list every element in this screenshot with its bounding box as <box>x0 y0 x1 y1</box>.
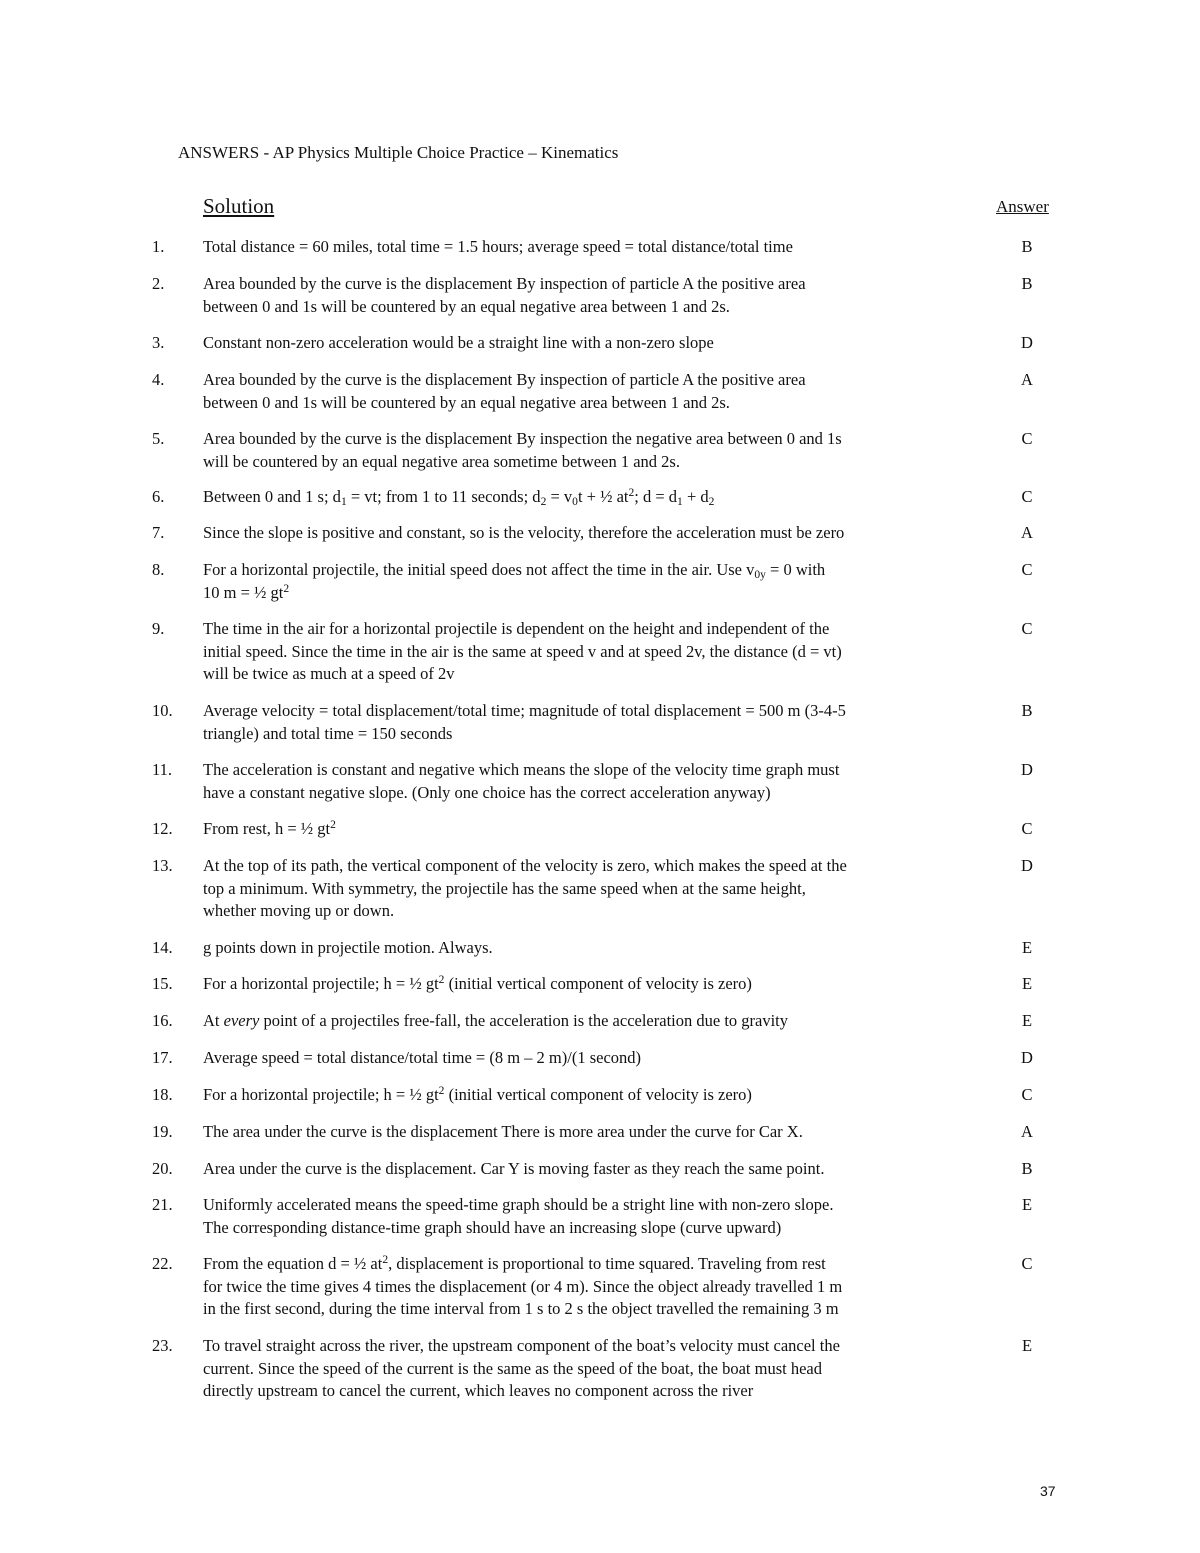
solution-line: g points down in projectile motion. Always. <box>203 938 493 957</box>
solution-line: in the first second, during the time interval from 1 s to 2 s the object travelled the remaining 3 m <box>203 1299 839 1318</box>
page-number: 37 <box>1040 1483 1056 1499</box>
question-number: 3. <box>152 333 165 352</box>
question-number: 5. <box>152 429 165 448</box>
solution-line: Since the slope is positive and constant, so is the velocity, therefore the acceleration must be zero <box>203 523 845 542</box>
solution-line: At the top of its path, the vertical component of the velocity is zero, which makes the speed at the <box>203 856 847 875</box>
solution-line: Average speed = total distance/total time = (8 m – 2 m)/(1 second) <box>203 1048 642 1067</box>
question-number: 12. <box>152 819 173 838</box>
solution-line: 10 m = ½ $gt^2$ <box>203 582 290 602</box>
question-number: 4. <box>152 370 165 389</box>
solution-text <box>203 559 993 604</box>
solution-line: From the equation d = ½ $at^2$, displacement is proportional to time squared. Traveling from rest <box>203 1254 826 1273</box>
solution-line: For a horizontal projectile; h = ½ $gt^2$ (initial vertical component of velocity is zero) <box>203 974 752 993</box>
solution-line: To travel straight across the river, the upstream component of the boat’s velocity must cancel the <box>203 1336 840 1355</box>
solution-line: for twice the time gives 4 times the displacement (or 4 m). Since the object already travelled 1 m <box>203 1276 843 1296</box>
answer-letter: B <box>1021 237 1033 256</box>
page-title: ANSWERS - AP Physics Multiple Choice Practice – Kinematics <box>178 143 619 162</box>
solution-text <box>203 973 993 996</box>
solution-text <box>203 236 993 259</box>
solution-line: The time in the air for a horizontal projectile is dependent on the height and independent of the <box>203 619 830 638</box>
solution-line: Area bounded by the curve is the displacement By inspection the negative area between 0 and 1s <box>203 429 842 448</box>
question-number: 2. <box>152 274 165 293</box>
solution-text <box>203 759 993 804</box>
answer-letter: D <box>1021 760 1033 779</box>
question-number: 23. <box>152 1336 173 1355</box>
answer-letter: E <box>1021 974 1033 993</box>
question-number: 6. <box>152 487 165 506</box>
solution-line: Between 0 and 1 s; $d_1$ = vt; from 1 to 11 seconds; $d_2 = v_0t$ + ½ $at^2$; $d = d_1 + d_2$ <box>203 487 715 508</box>
solution-line: For a horizontal projectile; h = ½ $gt^2$ (initial vertical component of velocity is zero) <box>203 1085 752 1104</box>
solution-line: Uniformly accelerated means the speed-time graph should be a stright line with non-zero slope. <box>203 1195 834 1214</box>
solution-line: triangle) and total time = 150 seconds <box>203 723 453 743</box>
solution-column-header: Solution <box>203 194 275 218</box>
solution-line: For a horizontal projectile, the initial speed does not affect the time in the air. Use $v_{0y} = 0$ with <box>203 560 826 581</box>
solution-line: directly upstream to cancel the current, which leaves no component across the river <box>203 1381 754 1400</box>
solution-text <box>203 1194 993 1239</box>
answer-letter: D <box>1021 333 1033 352</box>
question-number: 16. <box>152 1011 173 1030</box>
solution-line: From rest, h = ½ $gt^2$ <box>203 819 336 838</box>
solution-text <box>203 332 993 355</box>
solution-line: Average velocity = total displacement/total time; magnitude of total displacement = 500 m (3-4-5 <box>203 701 846 720</box>
answer-letter: C <box>1021 560 1033 579</box>
answer-letter: C <box>1021 1085 1033 1104</box>
solution-line: whether moving up or down. <box>203 901 395 920</box>
answer-letter: A <box>1021 1122 1033 1141</box>
question-number: 8. <box>152 560 165 579</box>
question-number: 15. <box>152 974 173 993</box>
answer-letter: A <box>1021 523 1033 542</box>
solution-text <box>203 1084 993 1107</box>
solution-line: The area under the curve is the displacement There is more area under the curve for Car X. <box>203 1122 803 1141</box>
solution-line: Area bounded by the curve is the displacement By inspection of particle A the positive area <box>203 274 806 293</box>
solution-text <box>203 818 993 841</box>
answer-letter: A <box>1021 370 1033 389</box>
solution-line: At every point of a projectiles free-fall, the acceleration is the acceleration due to gravity <box>203 1011 789 1030</box>
solution-text <box>203 486 993 509</box>
answer-letter: B <box>1021 274 1033 293</box>
solution-text <box>203 1253 993 1321</box>
question-number: 20. <box>152 1159 173 1178</box>
answer-letter: E <box>1021 1336 1033 1355</box>
solution-line: will be countered by an equal negative area sometime between 1 and 2s. <box>203 451 680 471</box>
solution-line: The acceleration is constant and negative which means the slope of the velocity time graph must <box>203 760 840 779</box>
solution-text <box>203 937 993 960</box>
solution-line: have a constant negative slope. (Only one choice has the correct acceleration anyway) <box>203 782 771 802</box>
answer-letter: B <box>1021 1159 1033 1178</box>
solution-line: Area bounded by the curve is the displacement By inspection of particle A the positive area <box>203 370 806 389</box>
solution-text <box>203 273 993 318</box>
solution-line: between 0 and 1s will be countered by an equal negative area between 1 and 2s. <box>203 296 730 316</box>
solution-text <box>203 428 993 473</box>
question-number: 9. <box>152 619 165 638</box>
solution-line: initial speed. Since the time in the air is the same at speed v and at speed 2v, the distance (d = vt) <box>203 641 842 661</box>
solution-text <box>203 855 993 923</box>
solution-line: The corresponding distance-time graph should have an increasing slope (curve upward) <box>203 1217 782 1237</box>
question-number: 7. <box>152 523 165 542</box>
solution-text <box>203 1158 993 1181</box>
question-number: 1. <box>152 237 165 256</box>
solution-text <box>203 1047 993 1070</box>
solution-text <box>203 1335 993 1403</box>
question-number: 13. <box>152 856 173 875</box>
question-number: 14. <box>152 938 173 957</box>
answer-letter: B <box>1021 701 1033 720</box>
solution-text <box>203 700 993 745</box>
answer-letter: D <box>1021 856 1033 875</box>
answer-letter: C <box>1021 487 1033 506</box>
solution-text <box>203 1121 993 1144</box>
answer-letter: E <box>1021 938 1033 957</box>
answer-letter: D <box>1021 1048 1033 1067</box>
solution-line: between 0 and 1s will be countered by an equal negative area between 1 and 2s. <box>203 392 730 412</box>
solution-line: Area under the curve is the displacement. Car Y is moving faster as they reach the same point. <box>203 1159 825 1178</box>
solution-text <box>203 369 993 414</box>
answer-letter: E <box>1021 1011 1033 1030</box>
answer-column-header: Answer <box>996 197 1049 216</box>
solution-text <box>203 1010 993 1033</box>
question-number: 18. <box>152 1085 173 1104</box>
solution-text <box>203 618 993 686</box>
solution-line: current. Since the speed of the current is the same as the speed of the boat, the boat must head <box>203 1358 822 1378</box>
question-number: 17. <box>152 1048 173 1067</box>
question-number: 21. <box>152 1195 173 1214</box>
question-number: 19. <box>152 1122 173 1141</box>
solution-line: Constant non-zero acceleration would be a straight line with a non-zero slope <box>203 333 714 352</box>
solution-line: Total distance = 60 miles, total time = 1.5 hours; average speed = total distance/total time <box>203 237 793 256</box>
answer-letter: C <box>1021 1254 1033 1273</box>
answer-letter: C <box>1021 429 1033 448</box>
solution-text <box>203 522 993 545</box>
question-number: 11. <box>152 760 173 779</box>
answer-letter: C <box>1021 819 1033 838</box>
question-number: 22. <box>152 1254 173 1273</box>
answer-letter: E <box>1021 1195 1033 1214</box>
answer-letter: C <box>1021 619 1033 638</box>
solution-line: top a minimum. With symmetry, the projectile has the same speed when at the same height, <box>203 878 806 898</box>
question-number: 10. <box>152 701 173 720</box>
solution-line: will be twice as much at a speed of 2v <box>203 664 455 683</box>
